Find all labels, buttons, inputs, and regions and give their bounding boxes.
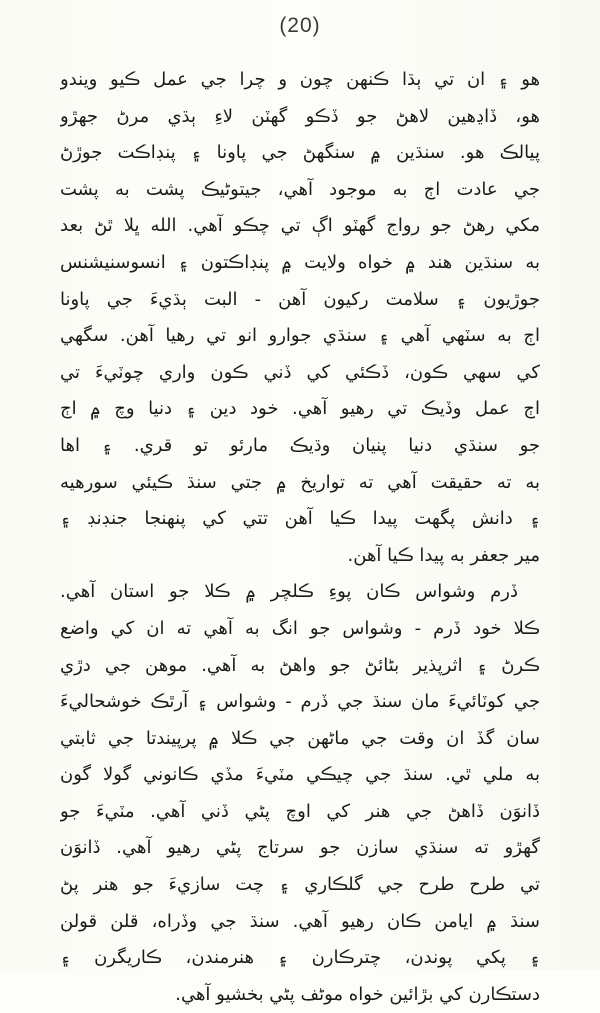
text-line: گهڙو ته سنڌي سازن جو سرتاج پڻي رهيو آهي. ڏانوَن — [60, 837, 540, 859]
text-line: جي عادت اڄ به موجود آهي، جيتوڻيڪ پشت به پشت — [60, 178, 540, 200]
text-line: به ملي ٿي. سنڌ جي چيڪي مٽيءَ مڏي ڪانوني گولا گون — [60, 764, 540, 786]
text-line: ۽ پکي پوندن، چترڪارن ۽ هنرمندن، ڪاريگرن ۽ — [60, 947, 540, 969]
text-line: هو ۽ ان تي ٻڌا ڪنهن چون و چرا جي عمل ڪيو ويندو — [60, 69, 540, 90]
paragraph-2 — [60, 574, 540, 1013]
text-line: تي طرح طرح جي گلڪاري ۽ چت سازيءَ جو هنر پڻ — [60, 874, 540, 896]
text-line: سنڌ ۾ ايامن ڪان رهيو آهي. سنڌ جي وڏراه، قلن قولن — [60, 910, 540, 932]
text-line: پيالڪ هو. سنڌين ۾ سنگهڻ جي پاونا ۽ پنڊاڪت جوڙڻ — [60, 142, 540, 164]
text-line: به سنڌين هند ۾ خواه ولايت ۾ پنڊاڪتون ۽ انسوسنيشنس — [60, 251, 540, 273]
text-line: سان گڏ ان وقت جي ماڻهن جي ڪلا ۾ پرپيندتا جي ثابتي — [60, 727, 540, 749]
text-line: اڄ به سٽهي آهي ۽ سنڌي جوارو انو تي رهيا آهن. سگهي — [60, 325, 540, 347]
page-number: (20) — [279, 14, 321, 37]
text-line: جوڙيون ۽ سلامت رکيون آهن - البت ٻڌيءَ جي پاونا — [60, 288, 540, 310]
text-line: ڪلا خود ڏرم - وشواس جو انگ به آهي ته ان کي واضع — [60, 617, 540, 639]
text-line: ڏرم وشواس ڪان پوءِ ڪلچر ۾ ڪلا جو استان آهي. — [60, 581, 518, 603]
text-line: مکي رهڻ جو رواج گهٽو اڳ تي چڪو آهي. الله ڀلا ٿڻ بعد — [60, 215, 540, 237]
text-line: جي کوٽائيءَ مان سنڌ جي ڏرم - وشواس ۽ آرٿڪ خوشحاليءَ — [60, 691, 540, 713]
text-line: هو، ڏاڍهين لاهڻ جو ڏڪو گهٽن لاءِ ٻڌي مرڻ جهڙو — [60, 105, 540, 127]
paragraph-1 — [60, 62, 540, 574]
text-line: ڪرڻ ۽ اثرپذير بڻائڻ جو واهڻ به آهي. موهن جي دڙي — [60, 654, 540, 676]
text-line: به ته حقيقت آهي ته تواريخ ۾ جتي سنڌ ڪيئي سورهيه — [60, 471, 540, 493]
text-line: مير جعفر به پيدا ڪيا آهن. — [347, 544, 540, 566]
body-text — [60, 62, 540, 1013]
text-line: ڏانوَن ڏاهڻ جي هنر کي اوچ پڻي ڏني آهي. مٽيءَ جو — [60, 800, 540, 822]
text-line: کي سهي ڪون، ڏڪئي کي ڏني ڪون واري چوٽيءَ تي — [60, 361, 540, 383]
text-line: اڄ عمل وڏيڪ تي رهيو آهي. خود دين ۽ دنيا وچ ۾ اڄ — [60, 398, 540, 420]
text-line: جو سنڌي دنيا پنيان وڌيڪ مارئو تو قري. ۽ اها — [60, 434, 540, 456]
text-line: دستڪارن کي بڙائين خواه موڻف پڻي بخشيو آهي. — [175, 983, 540, 1005]
text-line: ۽ دانش پگهت پيدا ڪيا آهن تتي کي پنهنجا جنڊنڊ ۽ — [60, 508, 540, 530]
